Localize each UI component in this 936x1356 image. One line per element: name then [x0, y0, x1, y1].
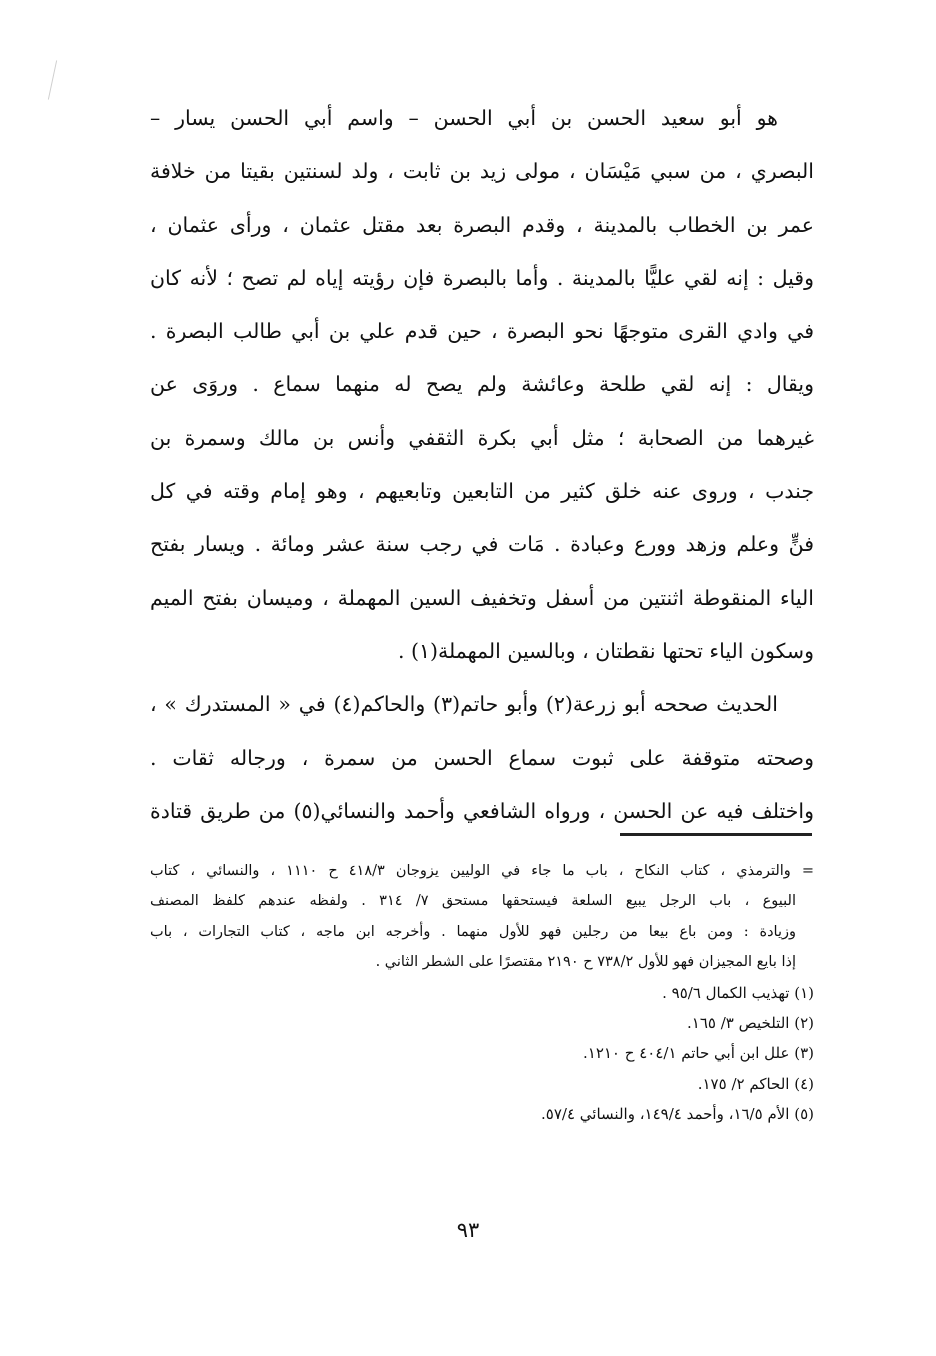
- text-line: في وادي القرى متوجهًا نحو البصرة ، حين قدم علي بن أبي طالب البصرة .: [150, 319, 814, 344]
- main-text: [150, 92, 814, 838]
- footnote-continuation-line: إذا بايع المجيزان فهو للأول ٧٣٨/٢ ح ٢١٩٠ مقتصرًا على الشطر الثاني .: [375, 954, 796, 971]
- footnote-continuation-line: البيوع ، باب الرجل يبيع السلعة فيستحقها مستحق ٧/ ٣١٤ . ولفظه عندهم كلفظ المصنف: [150, 893, 796, 910]
- text-line: عمر بن الخطاب بالمدينة ، وقدم البصرة بعد مقتل عثمان ، ورأى عثمان ،: [150, 212, 814, 237]
- text-line: واختلف فيه عن الحسن ، ورواه الشافعي وأحمد والنسائي(٥) من طريق قتادة: [150, 798, 814, 823]
- text-line: وسكون الياء تحتها نقطتان ، وبالسين المهملة(١) .: [397, 638, 814, 663]
- footnote-continuation-line: = والترمذي ، كتاب النكاح ، باب ما جاء في الوليين يزوجان ٤١٨/٣ ح ١١١٠ ، والنسائي ، كتاب: [150, 863, 814, 879]
- footnote-item: (٤) الحاكم ٢/ ١٧٥.: [697, 1074, 814, 1093]
- text-line: وصحته متوقفة على ثبوت سماع الحسن من سمرة ، ورجاله ثقات .: [150, 745, 814, 770]
- text-line: الحديث صححه أبو زرعة(٢) وأبو حاتم(٣) والحاكم(٤) في « المستدرك » ،: [150, 692, 778, 717]
- footnote-item: (٥) الأم ١٦/٥، وأحمد ١٤٩/٤، والنسائي ٥٧/٤.: [541, 1105, 814, 1124]
- footnote-item: (٣) علل ابن أبي حاتم ٤٠٤/١ ح ١٢١٠.: [582, 1044, 814, 1063]
- text-line: البصري ، من سبي مَيْسَان ، مولى زيد بن ثابت ، ولد لسنتين بقيتا من خلافة: [150, 159, 814, 184]
- text-line: غيرهما من الصحابة ؛ مثل أبي بكرة الثقفي وأنس بن مالك وسمرة بن: [150, 425, 814, 450]
- footnote-item: (٢) التلخيص ٣/ ١٦٥.: [687, 1013, 814, 1032]
- text-line: ويقال : إنه لقي طلحة وعائشة ولم يصح له منهما سماع . وروَى عن: [150, 372, 814, 397]
- text-line: وقيل : إنه لقي عليًّا بالمدينة . وأما بالبصرة فإن رؤيته إياه لم تصح ؛ لأنه كان: [150, 265, 814, 290]
- footnote-continuation-line: وزيادة : ومن باع بيعا من رجلين فهو للأول منهما . وأخرجه ابن ماجه ، كتاب التجارات ، باب: [150, 923, 796, 940]
- footnote-divider: [620, 833, 812, 836]
- text-line: جندب ، وروى عنه خلق كثير من التابعين وتابعيهم ، وهو إمام وقته في كل: [150, 479, 814, 504]
- footnote-item: (١) تهذيب الكمال ٩٥/٦ .: [662, 983, 814, 1002]
- margin-mark: [48, 60, 57, 99]
- text-line: فنٍّ وعلم وزهد وورع وعبادة . مَات في رجب سنة عشر ومائة . ويسار بفتح: [150, 532, 814, 557]
- text-line: الياء المنقوطة اثنتين من أسفل وتخفيف السين المهملة ، وميسان بفتح الميم: [150, 585, 814, 610]
- text-line: هو أبو سعيد الحسن بن أبي الحسن – واسم أبي الحسن يسار –: [150, 106, 778, 130]
- page-number: ٩٣: [456, 1218, 480, 1242]
- footnotes: [150, 856, 814, 1130]
